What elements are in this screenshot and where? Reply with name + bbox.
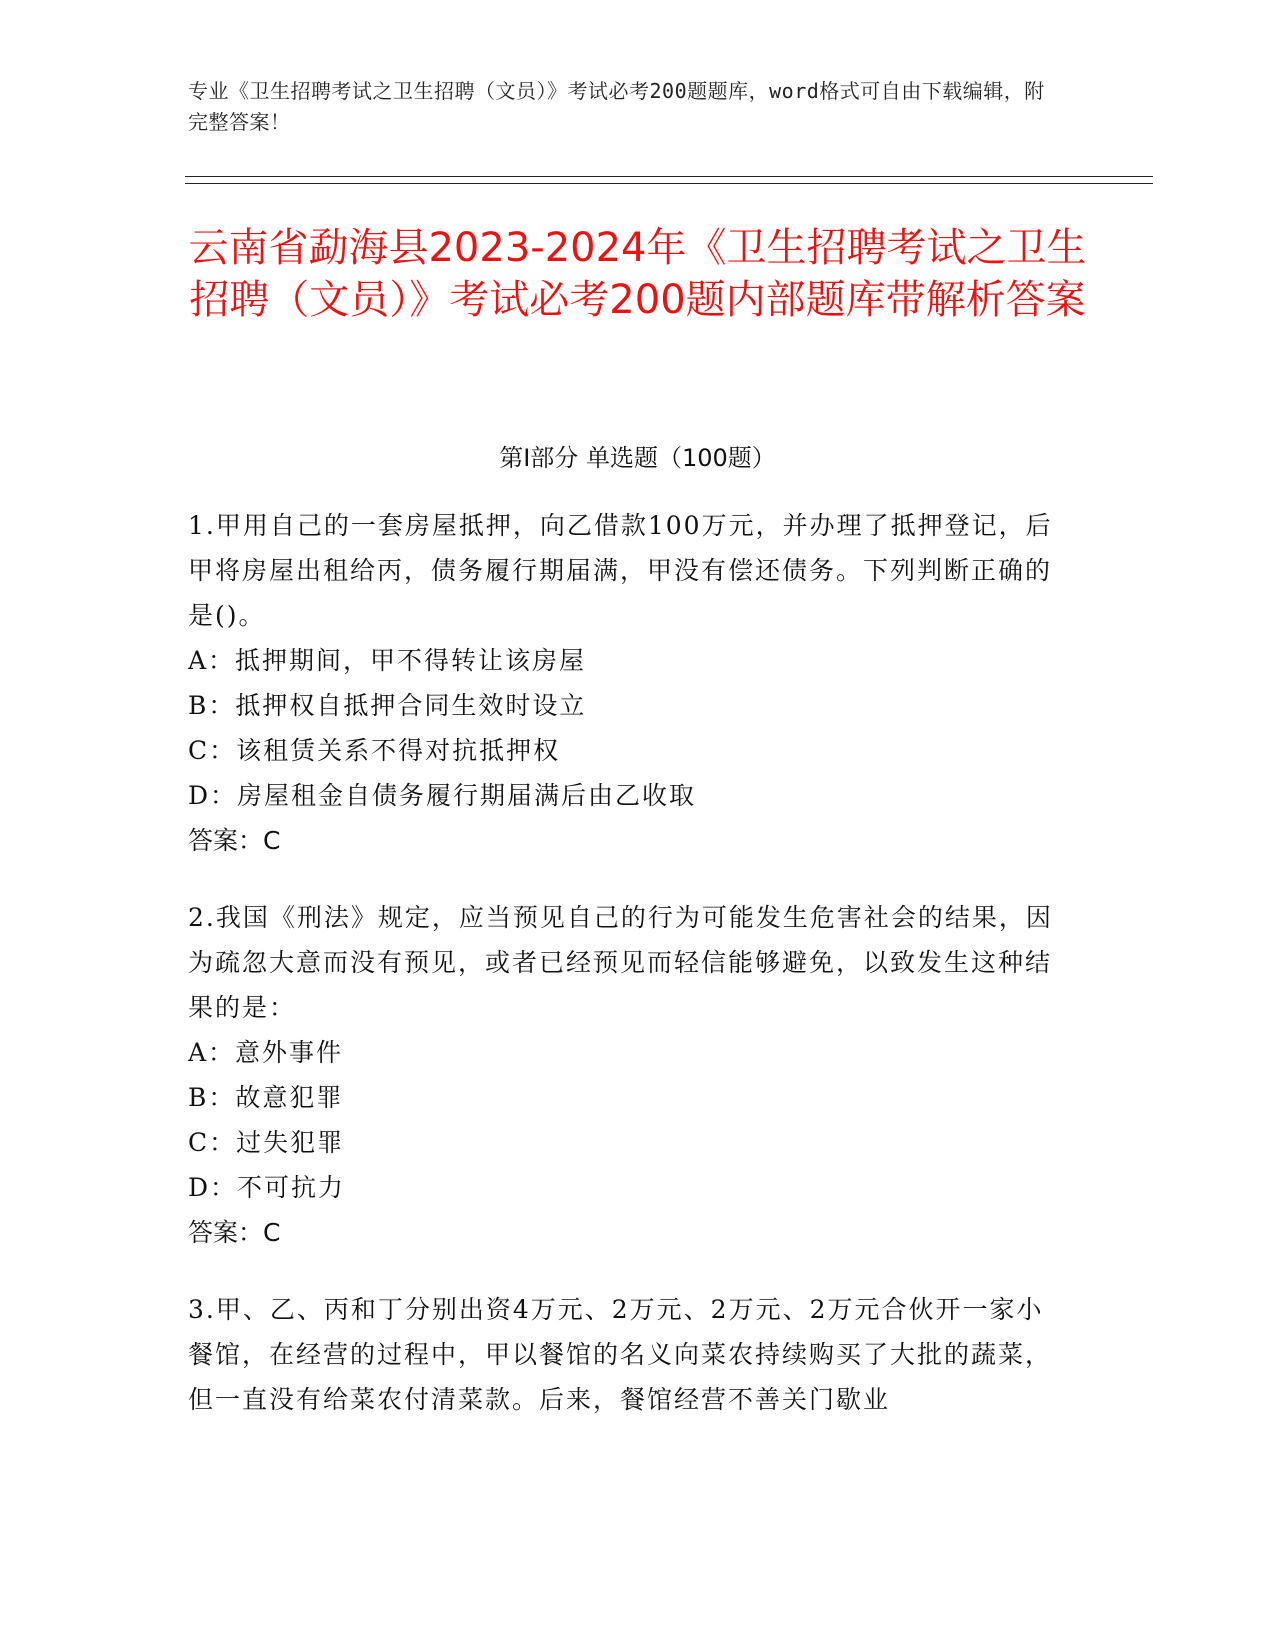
option-c: C：过失犯罪 <box>188 1128 345 1157</box>
question-stem: 2.我国《刑法》规定，应当预见自己的行为可能发生危害社会的结果，因为疏忽大意而没有预见，或者已经预见而轻信能够避免，以致发生这种结果的是： <box>188 903 1053 1022</box>
answer-line: 答案：C <box>188 1218 281 1247</box>
option-b: B：故意犯罪 <box>188 1083 344 1112</box>
question-stem: 1.甲用自己的一套房屋抵押，向乙借款100万元，并办理了抵押登记，后甲将房屋出租给丙，债务履行期届满，甲没有偿还债务。下列判断正确的是()。 <box>188 511 1053 630</box>
option-c: C：该租赁关系不得对抗抵押权 <box>188 736 561 765</box>
option-d: D：不可抗力 <box>188 1173 346 1202</box>
option-a: A：抵押期间，甲不得转让该房屋 <box>188 646 587 675</box>
question-2 <box>188 895 1068 1255</box>
document-title: 云南省勐海县2023-2024年《卫生招聘考试之卫生招聘（文员）》考试必考200题内部题库带解析答案 <box>188 225 1087 323</box>
header-note: 专业《卫生招聘考试之卫生招聘（文员）》考试必考200题题库，word格式可自由下载编辑，附完整答案！ <box>188 79 1045 134</box>
section-heading: 第Ⅰ部分 单选题（100题） <box>499 444 776 472</box>
answer-line: 答案：C <box>188 826 281 855</box>
option-d: D：房屋租金自债务履行期届满后由乙收取 <box>188 781 697 810</box>
header-divider <box>185 176 1153 177</box>
question-3 <box>188 1287 1068 1422</box>
option-b: B：抵押权自抵押合同生效时设立 <box>188 691 587 720</box>
question-stem: 3.甲、乙、丙和丁分别出资4万元、2万元、2万元、2万元合伙开一家小餐馆，在经营的过程中，甲以餐馆的名义向菜农持续购买了大批的蔬菜，但一直没有给菜农付清菜款。后来，餐馆经营不善关门歇业 <box>188 1295 1053 1414</box>
question-1 <box>188 503 1068 863</box>
header-divider-second <box>185 183 1153 184</box>
option-a: A：意外事件 <box>188 1038 344 1067</box>
